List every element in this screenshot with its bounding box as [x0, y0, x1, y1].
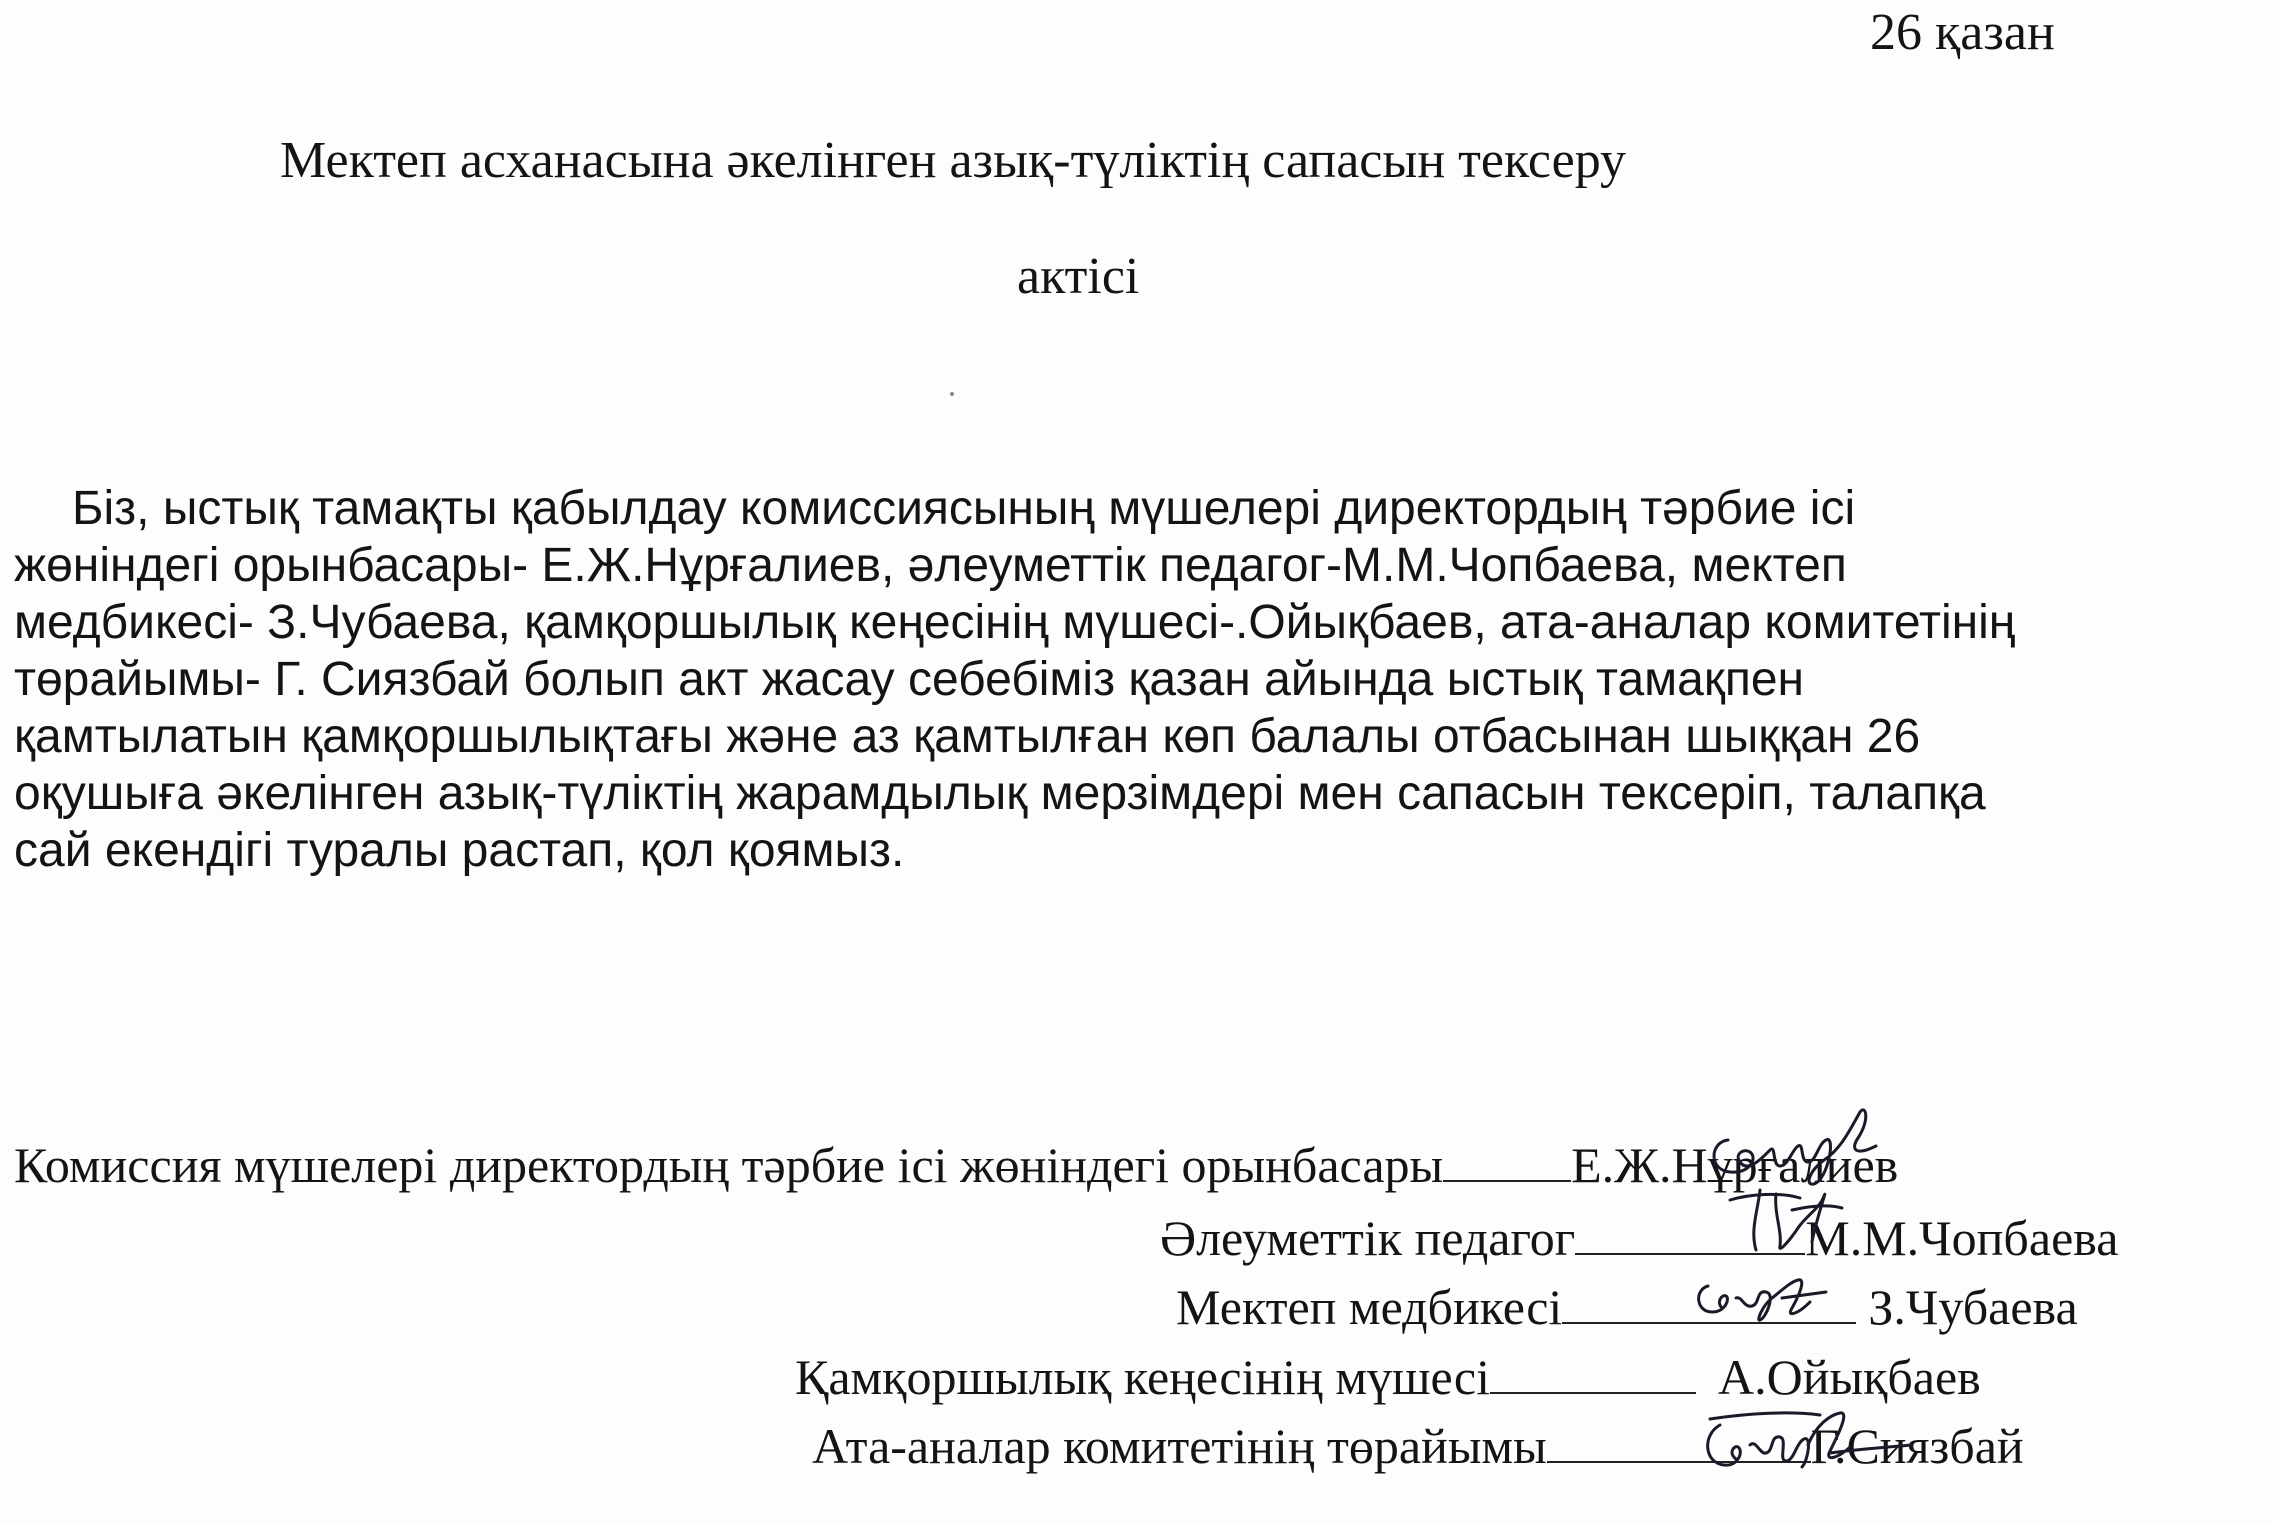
act-body	[14, 480, 2244, 879]
signature-row	[1176, 1276, 2078, 1338]
signature-row	[1160, 1207, 2118, 1269]
body-line: оқушыға әкелінген азық-түліктің жарамдылық мерзімдері мен сапасын тексеріп, талапқа	[14, 767, 1986, 820]
signature-name: М.М.Чопбаева	[1805, 1210, 2119, 1266]
signature-blank	[1562, 1278, 1856, 1324]
body-line: төрайымы- Г. Сиязбай болып акт жасау себебіміз қазан айында ыстық тамақпен	[14, 653, 1805, 706]
signature-name: Г.Сиязбай	[1810, 1418, 2024, 1474]
signature-blank	[1547, 1417, 1811, 1463]
body-line: жөніндегі орынбасары- Е.Ж.Нұрғалиев, әлеуметтік педагог-М.М.Чопбаева, мектеп	[14, 539, 1847, 592]
document-date: 26 қазан	[1870, 4, 2055, 61]
signature-row	[795, 1346, 1981, 1408]
document-title: Мектеп асханасына әкелінген азық-түліктің сапасын тексеру	[280, 132, 1627, 189]
signature-role: Мектеп медбикесі	[1176, 1279, 1563, 1335]
body-line: медбикесі- З.Чубаева, қамқоршылық кеңесінің мүшесі-.Ойықбаев, ата-аналар комитетінің	[14, 596, 2016, 649]
signature-name: А.Ойықбаев	[1718, 1349, 1981, 1405]
signature-blank	[1443, 1136, 1571, 1182]
body-line: Біз, ыстық тамақты қабылдау комиссиясының мүшелері директордың тәрбие ісі	[72, 482, 1856, 535]
signature-role: Қамқоршылық кеңесінің мүшесі	[795, 1349, 1490, 1405]
body-line: қамтылатын қамқоршылықтағы және аз қамтылған көп балалы отбасынан шыққан 26	[14, 710, 1921, 763]
signature-blank	[1490, 1348, 1696, 1394]
signature-name: З.Чубаева	[1868, 1279, 2078, 1335]
signature-role: Комиссия мүшелері директордың тәрбие ісі жөніндегі орынбасары	[14, 1137, 1444, 1193]
body-line: сай екендігі туралы растап, қол қоямыз.	[14, 824, 905, 877]
scan-speck	[950, 392, 954, 396]
signature-row	[14, 1134, 1898, 1196]
signature-row	[812, 1415, 2024, 1477]
signature-role: Әлеуметтік педагог	[1160, 1210, 1576, 1266]
document-subtitle: актісі	[1017, 248, 1140, 305]
signature-role: Ата-аналар комитетінің төрайымы	[812, 1418, 1547, 1474]
signature-name: Е.Ж.Нұрғалиев	[1571, 1137, 1899, 1193]
signature-blank	[1575, 1209, 1805, 1255]
